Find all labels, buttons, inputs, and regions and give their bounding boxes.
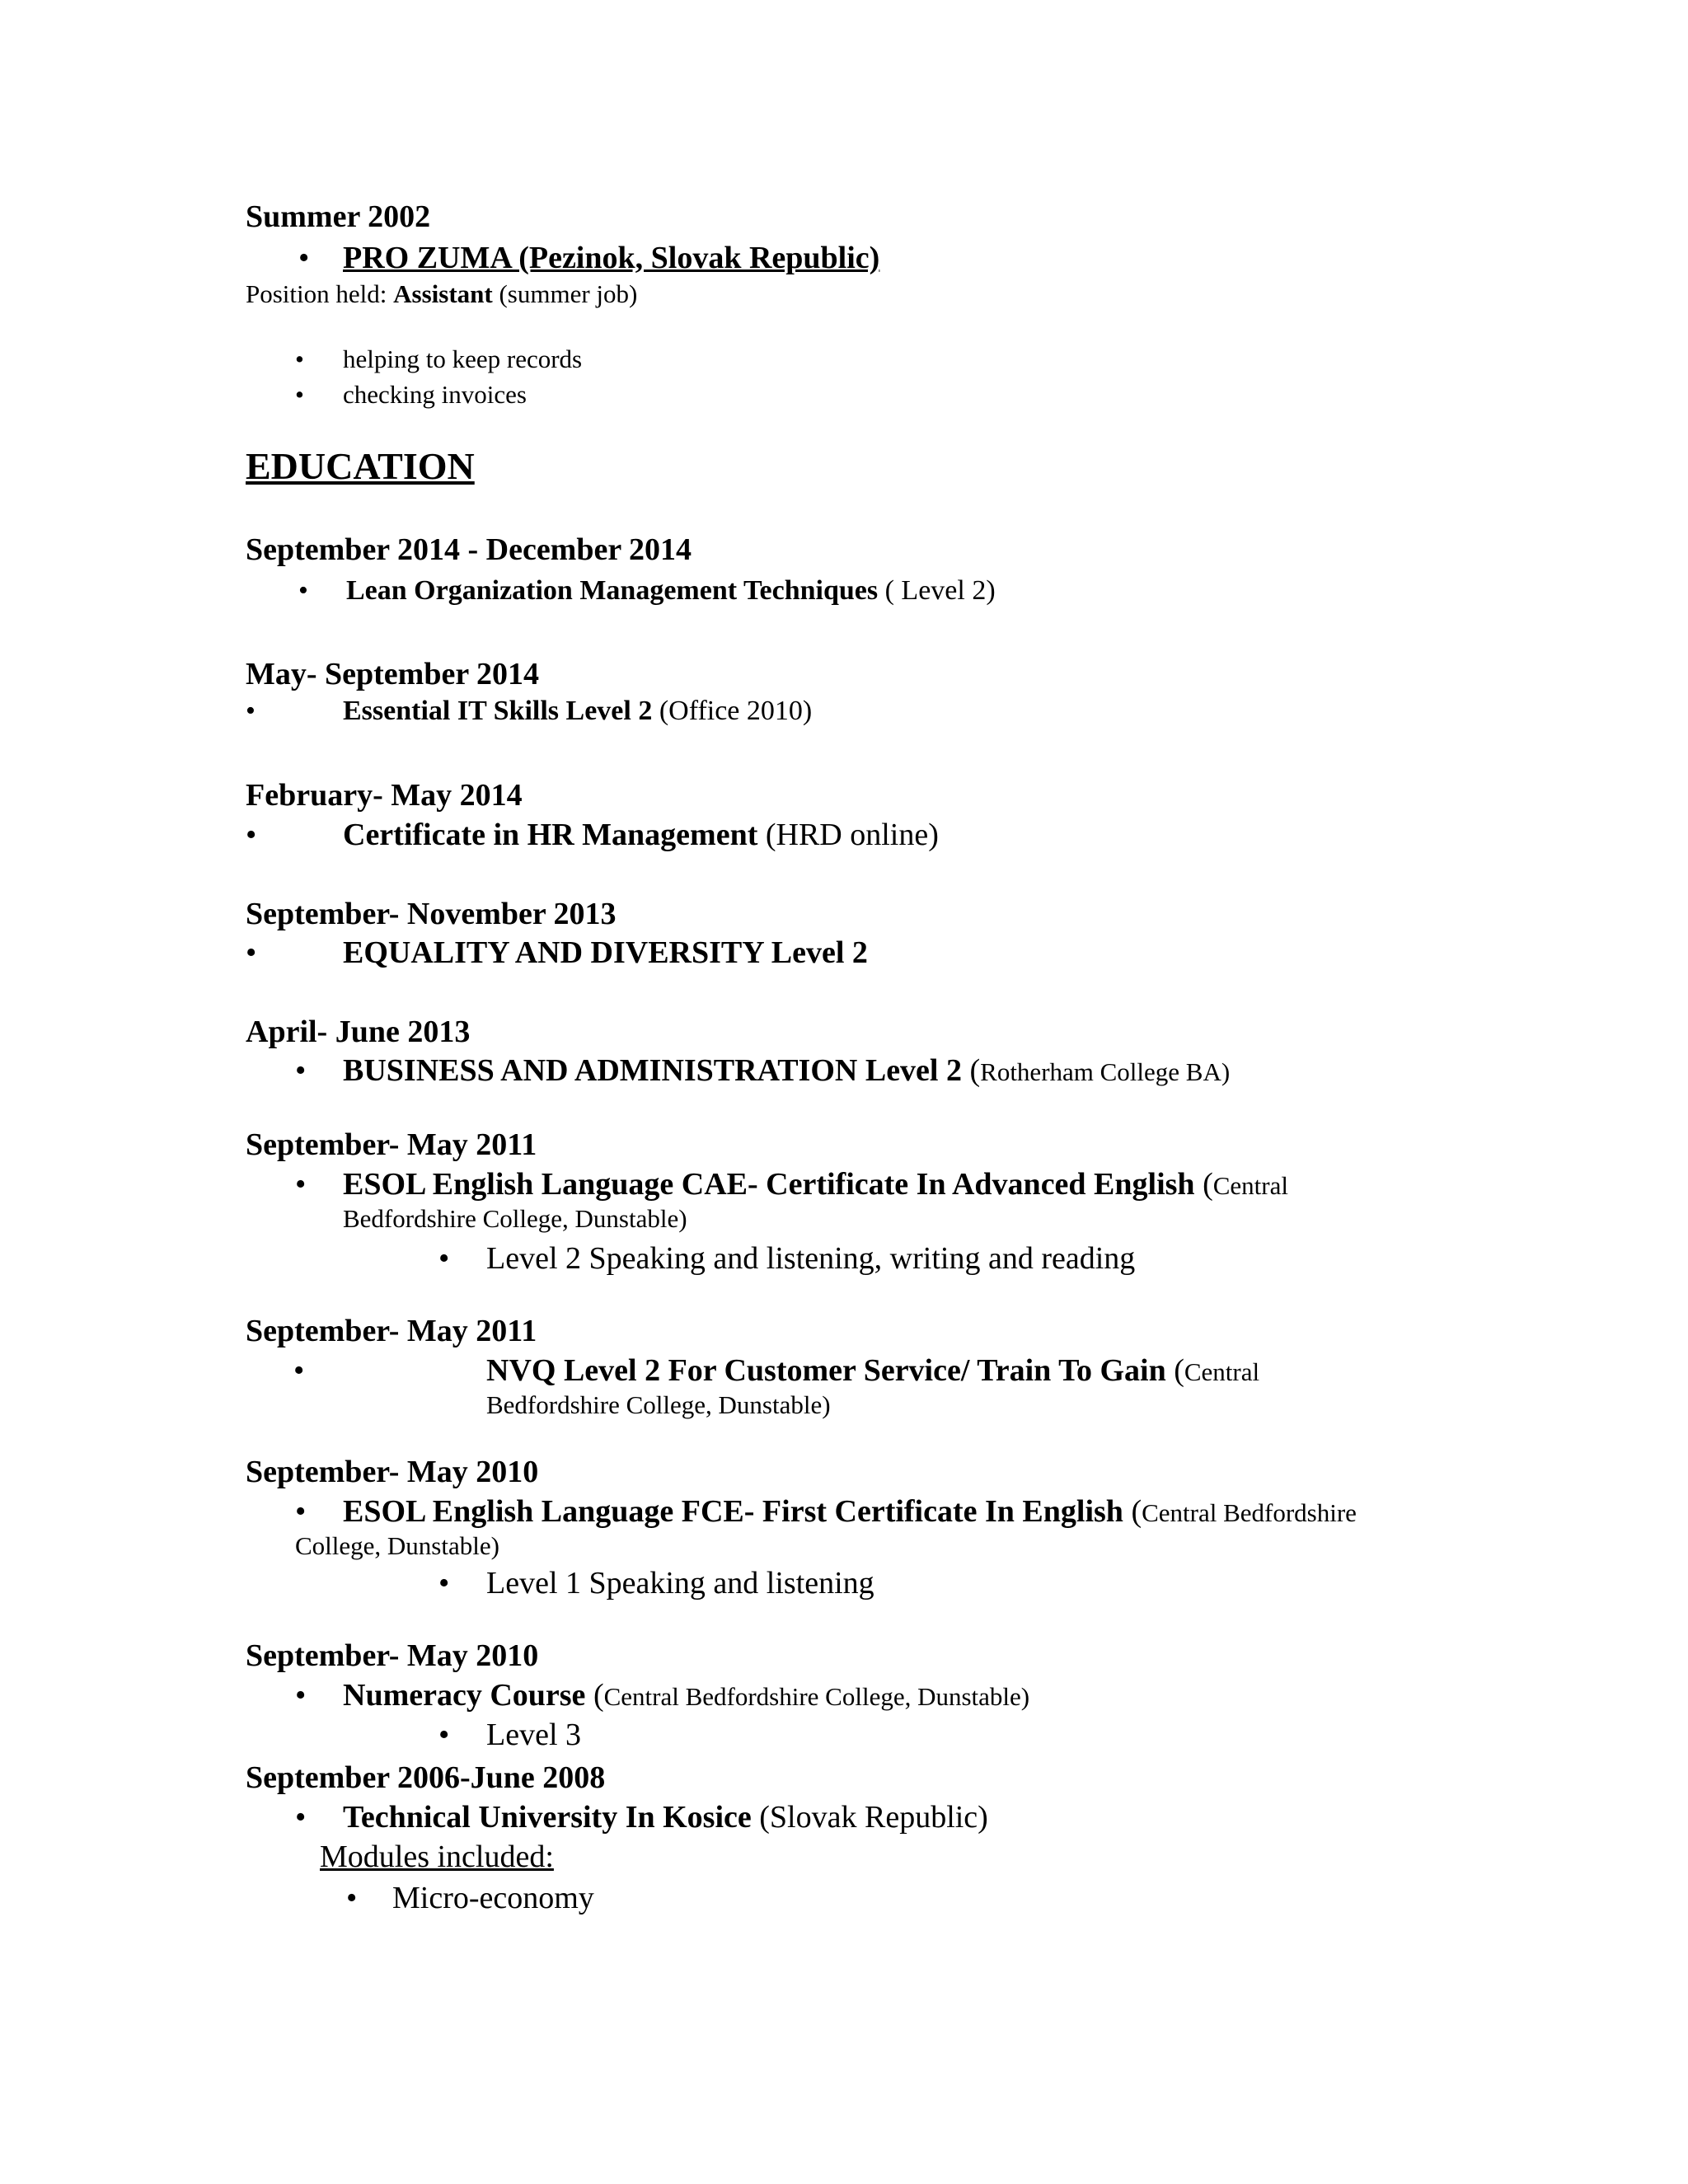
education-paren: ( bbox=[1194, 1167, 1213, 1202]
education-paren: ( bbox=[961, 1053, 981, 1088]
education-title: EQUALITY AND DIVERSITY Level 2 bbox=[343, 935, 868, 970]
education-date: September- May 2011 bbox=[246, 1127, 537, 1162]
education-detail: Central Bedfordshire bbox=[1142, 1498, 1357, 1527]
education-entry bbox=[343, 1680, 1029, 1711]
job-position: Assistant bbox=[393, 279, 493, 308]
education-detail: (Office 2010) bbox=[652, 696, 813, 726]
bullet-icon: • bbox=[438, 1566, 450, 1601]
education-entry bbox=[343, 1802, 988, 1833]
education-paren: ( bbox=[1123, 1494, 1142, 1529]
education-title: ESOL English Language CAE- Certificate In Advanced English bbox=[343, 1167, 1195, 1202]
bullet-icon: • bbox=[438, 1718, 450, 1752]
education-date: September- May 2010 bbox=[246, 1455, 539, 1489]
education-paren: ( bbox=[1165, 1353, 1184, 1388]
education-detail: ( Level 2) bbox=[878, 575, 996, 606]
education-date: April- June 2013 bbox=[246, 1015, 471, 1049]
education-detail-continued: Bedfordshire College, Dunstable) bbox=[343, 1204, 687, 1233]
education-entry bbox=[486, 1355, 1259, 1386]
bullet-icon: • bbox=[298, 575, 308, 606]
education-date: September 2014 - December 2014 bbox=[246, 532, 692, 567]
education-title: Lean Organization Management Techniques bbox=[346, 575, 879, 606]
education-title: Essential IT Skills Level 2 bbox=[343, 696, 653, 726]
education-detail: (HRD online) bbox=[757, 818, 939, 852]
education-date: September 2006-June 2008 bbox=[246, 1760, 606, 1795]
education-detail: Rotherham College BA) bbox=[980, 1057, 1231, 1086]
education-sub-item: Level 1 Speaking and listening bbox=[486, 1566, 874, 1601]
modules-label: Modules included: bbox=[320, 1840, 554, 1874]
education-entry bbox=[343, 1169, 1288, 1200]
education-sub-item: Level 3 bbox=[486, 1718, 582, 1752]
bullet-icon: • bbox=[295, 1167, 307, 1202]
job-duty: checking invoices bbox=[343, 380, 527, 409]
education-title: ESOL English Language FCE- First Certificate In English bbox=[343, 1494, 1123, 1529]
education-date: September- November 2013 bbox=[246, 897, 617, 931]
education-detail: Central bbox=[1184, 1357, 1260, 1386]
education-date: May- September 2014 bbox=[246, 657, 540, 691]
education-detail-continued: College, Dunstable) bbox=[295, 1531, 499, 1560]
bullet-icon: • bbox=[295, 1678, 307, 1713]
education-title: Technical University In Kosice bbox=[343, 1800, 752, 1835]
education-title: BUSINESS AND ADMINISTRATION Level 2 bbox=[343, 1053, 962, 1088]
education-entry bbox=[343, 1055, 1230, 1086]
bullet-icon: • bbox=[246, 696, 256, 726]
education-title: Numeracy Course bbox=[343, 1678, 586, 1713]
education-entry bbox=[343, 697, 812, 725]
bullet-icon: • bbox=[246, 818, 257, 852]
education-detail: (Slovak Republic) bbox=[751, 1800, 988, 1835]
job-position-note: (summer job) bbox=[492, 279, 638, 308]
education-date: September- May 2010 bbox=[246, 1638, 539, 1673]
education-date: February- May 2014 bbox=[246, 778, 523, 813]
education-date: September- May 2011 bbox=[246, 1314, 537, 1348]
job-duty: helping to keep records bbox=[343, 344, 583, 373]
bullet-icon: • bbox=[246, 935, 257, 970]
education-detail: Central Bedfordshire College, Dunstable) bbox=[603, 1682, 1030, 1711]
education-paren: ( bbox=[585, 1678, 604, 1713]
bullet-icon: • bbox=[438, 1241, 450, 1276]
education-entry bbox=[343, 1496, 1357, 1527]
bullet-icon: • bbox=[295, 380, 304, 409]
bullet-icon: • bbox=[346, 1881, 358, 1915]
bullet-icon: • bbox=[295, 344, 304, 373]
job-employer: PRO ZUMA (Pezinok, Slovak Republic) bbox=[343, 241, 880, 275]
education-entry bbox=[346, 577, 996, 605]
bullet-icon: • bbox=[295, 1494, 307, 1529]
job-position-line bbox=[246, 281, 637, 307]
job-position-prefix: Position held: bbox=[246, 279, 394, 308]
education-entry bbox=[343, 819, 939, 851]
education-title: NVQ Level 2 For Customer Service/ Train To Gain bbox=[486, 1353, 1166, 1388]
job-date: Summer 2002 bbox=[246, 199, 431, 234]
education-heading: EDUCATION bbox=[246, 445, 475, 487]
education-title: Certificate in HR Management bbox=[343, 818, 758, 852]
bullet-icon: • bbox=[298, 241, 310, 275]
bullet-icon: • bbox=[295, 1053, 307, 1088]
bullet-icon: • bbox=[295, 1800, 307, 1835]
education-detail-continued: Bedfordshire College, Dunstable) bbox=[486, 1390, 831, 1419]
education-sub-item: Level 2 Speaking and listening, writing and reading bbox=[486, 1241, 1136, 1276]
bullet-icon: • bbox=[293, 1353, 305, 1388]
module-item: Micro-economy bbox=[392, 1881, 594, 1915]
education-detail: Central bbox=[1212, 1171, 1288, 1200]
